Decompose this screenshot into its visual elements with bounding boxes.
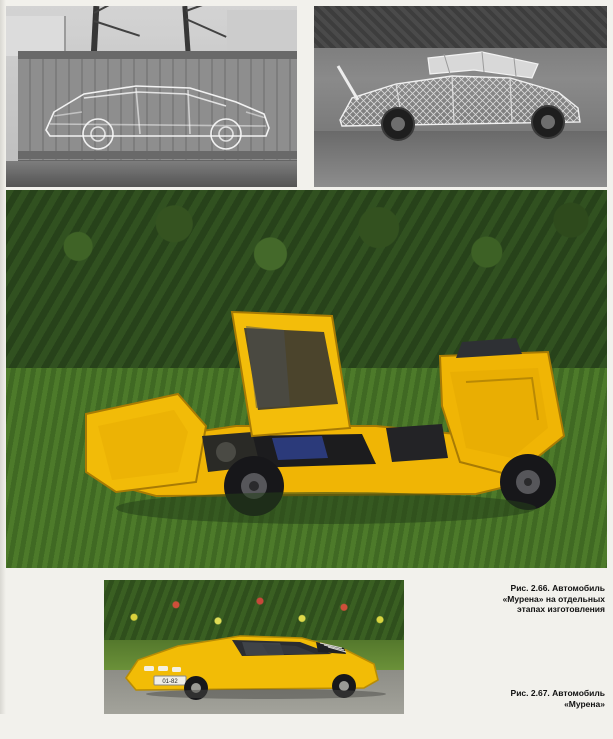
figure-yellow-car-panels-open — [6, 190, 607, 568]
ground-strip — [6, 161, 297, 187]
background-hedge — [314, 6, 607, 48]
tree-branch — [94, 6, 148, 14]
finished-car-body — [120, 626, 388, 702]
svg-text:01-82: 01-82 — [162, 679, 178, 685]
background-building-right — [227, 10, 297, 54]
figure-finished-yellow-car — [104, 580, 404, 714]
figure-caption-266: Рис. 2.66. Автомобиль «Мурена» на отдельных этапах изготовления — [502, 583, 605, 614]
background-building-left — [6, 16, 66, 56]
tree-trunk-right — [182, 6, 190, 54]
figure-body-buck-mesh — [314, 6, 607, 187]
mesh-body-shell — [332, 48, 587, 144]
chalk-car-outline — [40, 68, 275, 154]
car-body-open-panels — [46, 286, 566, 536]
page-left-margin — [0, 0, 6, 739]
figure-chalk-sketch-on-fence — [6, 6, 297, 187]
figure-caption-267: Рис. 2.67. Автомобиль «Мурена» — [510, 688, 605, 709]
page-bottom-margin — [0, 714, 613, 739]
tree-branch — [186, 18, 227, 38]
tree-branch — [94, 20, 140, 37]
